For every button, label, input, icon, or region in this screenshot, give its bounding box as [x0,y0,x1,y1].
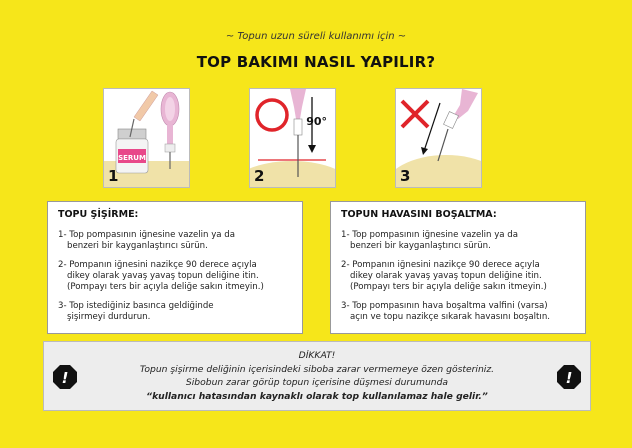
list-item [58,301,292,323]
line: 3- Top istediğiniz basınca geldiğinde [58,301,214,311]
warning-title: DİKKAT! [298,350,336,361]
line: dikey olarak yavaş yavaş topun deliğine itin. [67,271,259,281]
line: 2- Pompanın iğnesini nazikçe 90 derece açıyla [58,260,257,270]
list-item [341,230,575,252]
warning-icon-glyph: ! [565,369,573,387]
line: 2- Pompanın iğnesini nazikçe 90 derece açıyla [341,260,540,270]
warning-line: Sibobun zarar görüp topun içerisine düşmesi durumunda [185,377,449,388]
warning-panel [43,341,591,411]
warning-icon-glyph: ! [61,369,69,387]
line: benzeri bir kayganlaştırıcı sürün. [350,241,491,251]
angle-label: 90° [306,115,327,128]
page-title: TOP BAKIMI NASIL YAPILIR? [196,53,436,71]
warning-icon [556,364,582,390]
line: dikey olarak yavaş yavaş topun deliğine itin. [350,271,542,281]
deflation-heading: TOPUN HAVASINI BOŞALTMA: [341,209,497,220]
line: (Pompayı ters bir açıyla deliğe sakın itmeyin.) [67,282,264,292]
line: 3- Top pompasının hava boşaltma valfini (varsa) [341,301,548,311]
step-number: 2 [254,167,265,185]
warning-icon [52,364,78,390]
step-2-illustration [249,88,336,188]
deflation-instructions [330,201,586,334]
jar-label: SERUM [118,154,146,162]
list-item [341,301,575,323]
line: şişirmeyi durdurun. [67,312,151,322]
line: 1- Top pompasının iğnesine vazelin ya da [58,230,236,240]
line: açın ve topu nazikçe sıkarak havasını boşaltın. [350,312,550,322]
warning-emphasis: “kullanıcı hatasından kaynaklı olarak top kullanılamaz hale gelir.” [146,390,488,402]
list-item [58,260,292,293]
page-subtitle: ~ Topun uzun süreli kullanımı için ~ [225,31,407,42]
warning-line: Topun şişirme deliğinin içerisindeki siboba zarar vermemeye özen gösteriniz. [139,363,495,375]
list-item [341,260,575,293]
step-number: 3 [400,167,411,185]
line: (Pompayı ters bir açıyla deliğe sakın itmeyin.) [350,282,547,292]
line: 1- Top pompasının iğnesine vazelin ya da [341,230,519,240]
inflation-instructions [47,201,303,334]
list-item [58,230,292,252]
step-3-illustration [395,88,482,188]
step-1-illustration [103,88,190,188]
inflation-heading: TOPU ŞİŞİRME: [58,209,139,220]
line: benzeri bir kayganlaştırıcı sürün. [67,241,208,251]
step-number: 1 [108,167,119,185]
